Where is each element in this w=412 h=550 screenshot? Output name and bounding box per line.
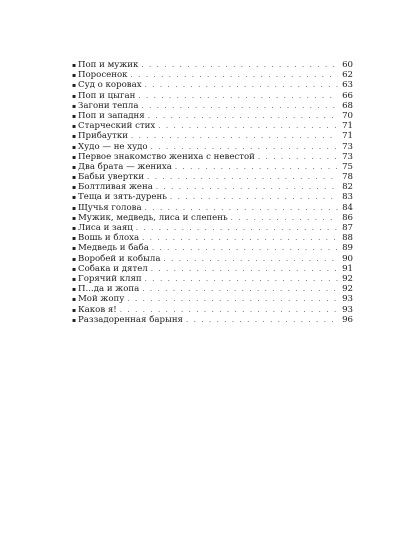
dot-leader bbox=[131, 70, 338, 80]
bullet-icon: ▪ bbox=[72, 316, 77, 324]
toc-entry-title: Поросенок bbox=[78, 70, 128, 81]
toc-entry bbox=[72, 101, 353, 111]
bullet-icon: ▪ bbox=[72, 133, 77, 141]
dot-leader bbox=[152, 243, 338, 253]
bullet-icon: ▪ bbox=[72, 245, 77, 253]
toc-entry bbox=[72, 294, 353, 304]
bullet-icon: ▪ bbox=[72, 72, 77, 80]
dot-leader bbox=[141, 60, 338, 70]
bullet-icon: ▪ bbox=[72, 92, 77, 100]
toc-entry bbox=[72, 305, 353, 315]
dot-leader bbox=[142, 233, 338, 243]
toc-entry-title: Щучья голова bbox=[78, 202, 142, 213]
dot-leader bbox=[175, 162, 338, 172]
toc-entry bbox=[72, 213, 353, 223]
toc-entry-page-number: 73 bbox=[342, 151, 353, 162]
toc-entry-title: Загони тепла bbox=[78, 100, 139, 111]
toc-entry bbox=[72, 152, 353, 162]
toc-entry-page-number: 60 bbox=[342, 60, 353, 70]
toc-entry-title: Каков я! bbox=[78, 304, 117, 315]
toc-entry bbox=[72, 243, 353, 253]
toc-entry bbox=[72, 203, 353, 213]
toc-entry-title: Бабьи увертки bbox=[78, 172, 145, 183]
dot-leader bbox=[131, 131, 338, 141]
toc-entry-title: Собака и дятел bbox=[78, 263, 148, 274]
bullet-icon: ▪ bbox=[72, 174, 77, 182]
toc-entry-page-number: 68 bbox=[342, 100, 353, 111]
toc-entry-page-number: 73 bbox=[342, 141, 353, 152]
bullet-icon: ▪ bbox=[72, 296, 77, 304]
bullet-icon: ▪ bbox=[72, 225, 77, 232]
bullet-icon: ▪ bbox=[72, 82, 77, 90]
toc-entry-title: Горячий кляп bbox=[78, 273, 142, 284]
toc-entry-page-number: 62 bbox=[342, 70, 353, 81]
bullet-icon: ▪ bbox=[72, 275, 77, 283]
bullet-icon: ▪ bbox=[72, 62, 77, 69]
toc-entry-title: П...да и жопа bbox=[78, 284, 140, 295]
toc-entry-page-number: 86 bbox=[342, 212, 353, 223]
bullet-icon: ▪ bbox=[72, 235, 77, 243]
toc-entry bbox=[72, 192, 353, 202]
dot-leader bbox=[148, 111, 338, 121]
toc-entry-page-number: 84 bbox=[342, 202, 353, 213]
toc-entry-title: Два брата — жениха bbox=[78, 161, 172, 172]
toc-entry bbox=[72, 274, 353, 284]
toc-entry bbox=[72, 121, 353, 131]
toc-entry-title: Лиса и заяц bbox=[78, 223, 133, 233]
toc-entry-title: Мужик, медведь, лиса и слепень bbox=[78, 212, 228, 223]
toc-entry-page-number: 88 bbox=[342, 233, 353, 244]
bullet-icon: ▪ bbox=[72, 286, 77, 294]
table-of-contents bbox=[72, 60, 353, 325]
bullet-icon: ▪ bbox=[72, 102, 77, 110]
bullet-icon: ▪ bbox=[72, 123, 77, 131]
dot-leader bbox=[145, 203, 338, 213]
toc-entry-page-number: 75 bbox=[342, 161, 353, 172]
toc-entry-title: Медведь и баба bbox=[78, 243, 149, 254]
toc-entry bbox=[72, 172, 353, 182]
dot-leader bbox=[231, 213, 338, 223]
toc-entry bbox=[72, 264, 353, 274]
toc-entry-page-number: 91 bbox=[342, 263, 353, 274]
dot-leader bbox=[142, 101, 339, 111]
toc-entry bbox=[72, 233, 353, 243]
bullet-icon: ▪ bbox=[72, 214, 77, 222]
toc-entry-page-number: 70 bbox=[342, 110, 353, 121]
dot-leader bbox=[151, 142, 338, 152]
toc-entry-page-number: 66 bbox=[342, 90, 353, 101]
toc-entry-page-number: 78 bbox=[342, 172, 353, 183]
dot-leader bbox=[258, 152, 338, 162]
toc-entry-page-number: 82 bbox=[342, 182, 353, 193]
dot-leader bbox=[170, 192, 338, 202]
toc-entry bbox=[72, 315, 353, 325]
dot-leader bbox=[163, 254, 338, 264]
bullet-icon: ▪ bbox=[72, 163, 77, 171]
bullet-icon: ▪ bbox=[72, 112, 77, 120]
toc-entry bbox=[72, 162, 353, 172]
dot-leader bbox=[147, 172, 338, 182]
toc-entry bbox=[72, 111, 353, 121]
dot-leader bbox=[145, 274, 338, 284]
toc-entry-title: Суд о коровах bbox=[78, 80, 142, 91]
toc-entry-page-number: 83 bbox=[342, 192, 353, 203]
toc-entry bbox=[72, 70, 353, 80]
toc-entry-title: Поп и мужик bbox=[78, 60, 139, 70]
toc-entry bbox=[72, 223, 353, 233]
dot-leader bbox=[151, 264, 338, 274]
toc-entry-title: Вошь и блоха bbox=[78, 233, 140, 244]
toc-entry-page-number: 87 bbox=[342, 223, 353, 233]
toc-entry-page-number: 90 bbox=[342, 253, 353, 264]
toc-entry bbox=[72, 60, 353, 70]
bullet-icon: ▪ bbox=[72, 143, 77, 151]
bullet-icon: ▪ bbox=[72, 204, 77, 212]
toc-entry-title: Болтливая жена bbox=[78, 182, 153, 193]
toc-entry bbox=[72, 131, 353, 141]
dot-leader bbox=[186, 315, 338, 325]
toc-entry-page-number: 93 bbox=[342, 304, 353, 315]
toc-entry-page-number: 71 bbox=[342, 131, 353, 142]
toc-entry-page-number: 96 bbox=[342, 314, 353, 325]
bullet-icon: ▪ bbox=[72, 153, 77, 161]
dot-leader bbox=[138, 91, 338, 101]
toc-entry-title: Поп и цыган bbox=[78, 90, 136, 101]
bullet-icon: ▪ bbox=[72, 255, 77, 263]
toc-entry-title: Раззадоренная барыня bbox=[78, 314, 183, 325]
toc-entry-page-number: 93 bbox=[342, 294, 353, 305]
toc-entry-title: Теща и зять-дурень bbox=[78, 192, 167, 203]
toc-entry bbox=[72, 142, 353, 152]
toc-entry bbox=[72, 182, 353, 192]
toc-entry bbox=[72, 91, 353, 101]
dot-leader bbox=[120, 305, 338, 315]
toc-entry-page-number: 92 bbox=[342, 273, 353, 284]
dot-leader bbox=[142, 284, 338, 294]
toc-entry-title: Воробей и кобыла bbox=[78, 253, 161, 264]
dot-leader bbox=[127, 294, 338, 304]
toc-entry-title: Прибаутки bbox=[78, 131, 128, 142]
toc-entry bbox=[72, 80, 353, 90]
toc-entry-page-number: 71 bbox=[342, 121, 353, 132]
bullet-icon: ▪ bbox=[72, 265, 77, 273]
toc-entry bbox=[72, 284, 353, 294]
dot-leader bbox=[136, 223, 338, 233]
dot-leader bbox=[156, 182, 338, 192]
toc-entry bbox=[72, 254, 353, 264]
toc-entry-title: Первое знакомство жениха с невестой bbox=[78, 151, 255, 162]
toc-entry-page-number: 89 bbox=[342, 243, 353, 254]
toc-entry-page-number: 92 bbox=[342, 284, 353, 295]
dot-leader bbox=[158, 121, 338, 131]
toc-entry-title: Мой жопу bbox=[78, 294, 125, 305]
dot-leader bbox=[145, 80, 338, 90]
bullet-icon: ▪ bbox=[72, 194, 77, 202]
toc-entry-page-number: 63 bbox=[342, 80, 353, 91]
bullet-icon: ▪ bbox=[72, 306, 77, 314]
toc-entry-title: Худо — не худо bbox=[78, 141, 148, 152]
toc-entry-title: Поп и западня bbox=[78, 110, 145, 121]
bullet-icon: ▪ bbox=[72, 184, 77, 192]
toc-entry-title: Старческий стих bbox=[78, 121, 156, 132]
